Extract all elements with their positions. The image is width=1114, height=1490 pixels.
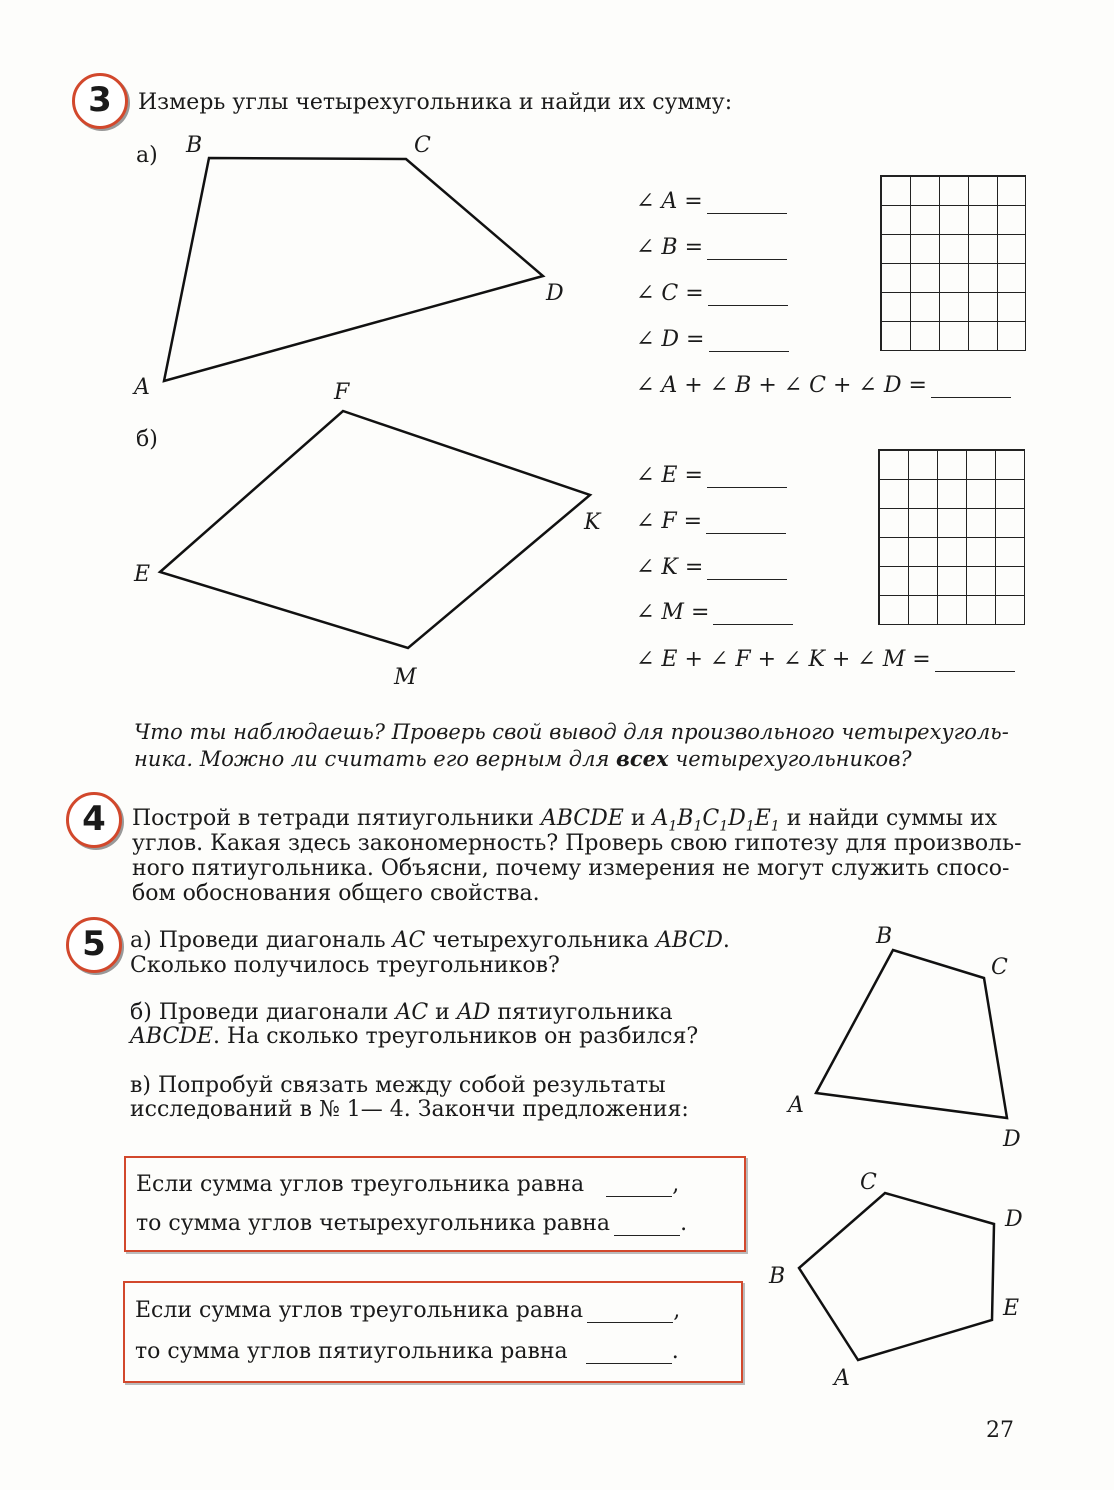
answer-blank[interactable]	[587, 1302, 673, 1323]
answer-blank[interactable]	[706, 513, 786, 534]
angle-row: ∠ A =	[636, 189, 787, 214]
conclusion-box-pentagon	[123, 1281, 743, 1383]
vertex-label: F	[334, 380, 350, 405]
part-b-label: б)	[136, 427, 158, 452]
task3-prompt: Измерь углы четырехугольника и найди их сумму:	[138, 90, 733, 115]
answer-blank[interactable]	[707, 559, 787, 580]
task5-b-line1: б) Проведи диагонали AC и AD пятиугольника	[130, 1000, 673, 1025]
answer-blank[interactable]	[931, 377, 1011, 398]
angle-row: ∠ B =	[636, 235, 787, 260]
task5-c-line2: исследований в № 1— 4. Закончи предложения:	[130, 1097, 689, 1122]
vertex-label: M	[394, 665, 417, 690]
task-number-badge: 5	[66, 917, 122, 973]
vertex-label: D	[1003, 1127, 1021, 1152]
answer-blank[interactable]	[935, 651, 1015, 672]
vertex-label: E	[134, 562, 151, 587]
task4-line3: ного пятиугольника. Объясни, почему измерения не могут служить спосо-	[132, 856, 1010, 881]
conclusion-box-quadrilateral	[124, 1156, 746, 1252]
vertex-label: A	[788, 1093, 804, 1118]
vertex-label: C	[414, 133, 431, 158]
answer-blank[interactable]	[709, 331, 789, 352]
vertex-label: C	[991, 955, 1008, 980]
answer-blank[interactable]	[713, 604, 793, 625]
angle-row: ∠ C =	[636, 281, 788, 306]
task-number-badge: 3	[72, 73, 128, 129]
task4-line1: Построй в тетради пятиугольники ABCDE и $A_1B_1C_1D_1E_1$ и найди суммы их	[132, 806, 998, 835]
vertex-label: C	[860, 1170, 877, 1195]
angle-row: ∠ K =	[636, 555, 787, 580]
answer-blank[interactable]	[606, 1176, 672, 1197]
answer-blank[interactable]	[708, 285, 788, 306]
box-line: то сумма углов пятиугольника равна .	[135, 1339, 679, 1364]
angle-row: ∠ M =	[636, 600, 793, 625]
answer-blank[interactable]	[586, 1343, 672, 1364]
vertex-label: D	[1005, 1207, 1023, 1232]
angle-sum-row: ∠ E + ∠ F + ∠ K + ∠ M =	[636, 647, 1015, 672]
page-number: 27	[986, 1418, 1014, 1443]
task5-a-line2: Сколько получилось треугольников?	[130, 953, 560, 978]
answer-blank[interactable]	[707, 193, 787, 214]
vertex-label: A	[834, 1366, 850, 1391]
vertex-label: D	[546, 281, 564, 306]
vertex-label: E	[1003, 1296, 1020, 1321]
task3-question-line1: Что ты наблюдаешь? Проверь свой вывод для произвольного четырехуголь-	[134, 720, 1009, 744]
answer-blank[interactable]	[707, 467, 787, 488]
task5-a-line1: а) Проведи диагональ AC четырехугольника ABCD.	[130, 928, 730, 953]
vertex-label: K	[584, 510, 601, 535]
calc-grid	[878, 449, 1025, 625]
task5-c-line1: в) Попробуй связать между собой результаты	[130, 1073, 666, 1098]
angle-row: ∠ F =	[636, 509, 786, 534]
task4-line2: углов. Какая здесь закономерность? Проверь свою гипотезу для произволь-	[132, 831, 1022, 856]
box-line: Если сумма углов треугольника равна ,	[135, 1298, 681, 1323]
angle-row: ∠ D =	[636, 327, 789, 352]
box-line: то сумма углов четырехугольника равна .	[136, 1211, 688, 1236]
answer-blank[interactable]	[614, 1215, 680, 1236]
task5-b-line2: ABCDE. На сколько треугольников он разбился?	[130, 1024, 699, 1049]
vertex-label: B	[876, 924, 893, 949]
vertex-label: B	[186, 133, 203, 158]
part-a-label: а)	[136, 143, 158, 168]
vertex-label: A	[134, 375, 150, 400]
angle-sum-row: ∠ A + ∠ B + ∠ C + ∠ D =	[636, 373, 1011, 398]
task4-line4: бом обоснования общего свойства.	[132, 881, 540, 906]
vertex-label: B	[769, 1264, 786, 1289]
answer-blank[interactable]	[707, 239, 787, 260]
task3-question-line2: ника. Можно ли считать его верным для всех четырехугольников?	[134, 746, 912, 771]
task-number-badge: 4	[66, 792, 122, 848]
calc-grid	[880, 175, 1026, 351]
box-line: Если сумма углов треугольника равна ,	[136, 1172, 680, 1197]
angle-row: ∠ E =	[636, 463, 787, 488]
